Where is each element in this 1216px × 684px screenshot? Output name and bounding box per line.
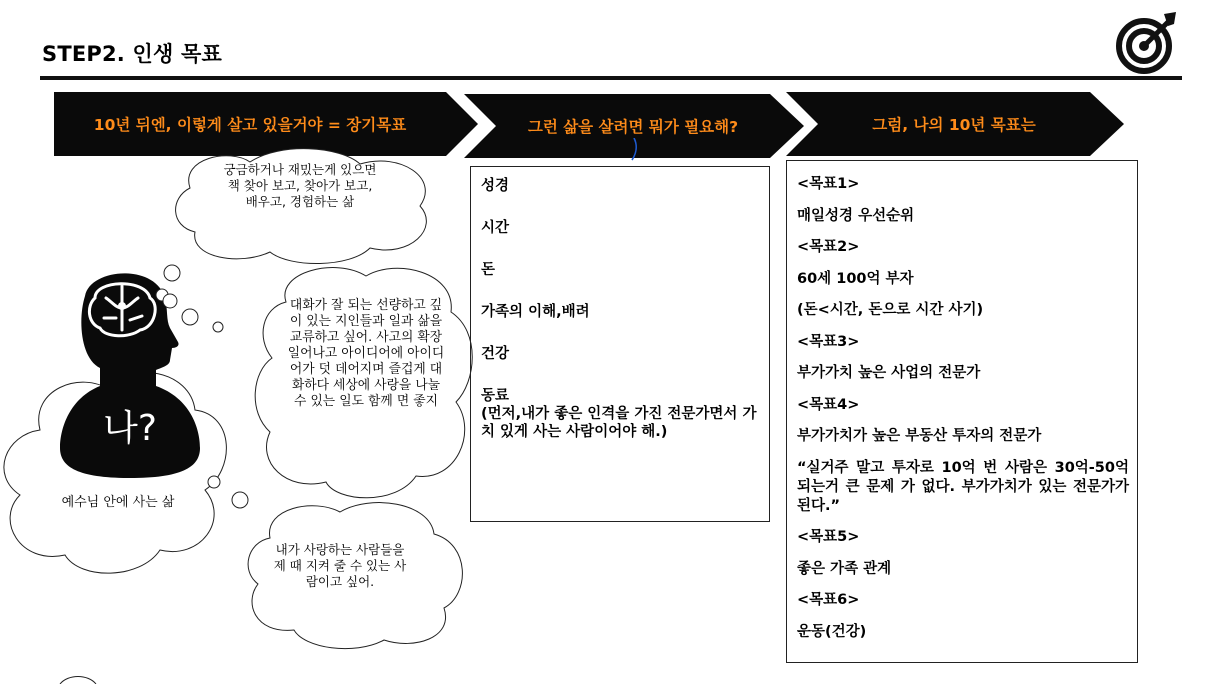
goals-panel — [786, 160, 1138, 663]
goal-heading: <목표1> — [797, 176, 860, 192]
need-item: 동료 — [481, 388, 510, 404]
need-note: (먼저,내가 좋은 인격을 가진 전문가면서 가치 있게 사는 사람이어야 해.) — [481, 406, 757, 440]
banner-what-needed-label: 그런 삶을 살려면 뭐가 필요해? — [527, 118, 739, 136]
goal-item: 부가가치가 높은 부동산 투자의 전문가 — [797, 428, 1042, 444]
banner-ten-year-goal — [786, 92, 1124, 156]
decorative-arc — [58, 674, 98, 684]
goal-heading: <목표3> — [797, 333, 860, 350]
goal-item: 60세 100억 부자 — [797, 270, 914, 287]
person-label: 나? — [103, 408, 157, 449]
page-title: STEP2. 인생 목표 — [42, 42, 222, 66]
goal-heading: <목표5> — [797, 529, 860, 545]
goal-item: 부가가치 높은 사업의 전문가 — [797, 365, 981, 381]
thought-top-text: 궁금하거나 재밌는게 있으면 책 찾아 보고, 찾아가 보고, 배우고, 경험하는 삶 — [223, 162, 377, 209]
need-item: 건강 — [481, 346, 510, 362]
goal-item: (돈<시간, 돈으로 시간 사기) — [797, 302, 984, 318]
need-item: 성경 — [481, 178, 510, 194]
title-underline — [40, 76, 1182, 80]
goal-heading: <목표2> — [797, 239, 860, 255]
goal-heading: <목표6> — [797, 592, 860, 608]
goal-item: 좋은 가족 관계 — [797, 560, 892, 577]
goal-item: 매일성경 우선순위 — [797, 207, 915, 224]
thought-left-text: 예수님 안에 사는 삶 — [61, 495, 175, 510]
goal-item: 운동(건강) — [797, 623, 867, 640]
goal-heading: <목표4> — [797, 396, 860, 413]
need-item: 시간 — [481, 220, 510, 236]
need-item: 돈 — [481, 262, 496, 278]
goal-quote: “실거주 말고 투자로 10억 번 사람은 30억-50억 되는거 큰 문제 가 없다. 부가가치가 있는 전문가가 된다.” — [797, 459, 1129, 514]
needs-panel — [470, 166, 770, 522]
target-bullseye-icon — [1114, 8, 1182, 76]
connector-curve — [626, 138, 640, 162]
banner-long-term-goal — [54, 92, 478, 156]
banner-long-term-goal-label: 10년 뒤엔, 이렇게 살고 있을거야 = 장기목표 — [93, 116, 407, 134]
thought-middle-text: 대화가 잘 되는 선량하고 깊이 있는 지인들과 일과 삶을 교류하고 싶어. 사고의 확장 일어나고 아이디어에 아이디어가 덧 데어지며 즐겁게 대화하다 세상에 사랑을 나눌 수 있는 일도 함께 면 좋지 — [287, 298, 445, 409]
thought-cloud-top — [170, 148, 440, 266]
thought-cloud-middle — [256, 262, 472, 502]
banner-ten-year-goal-label: 그럼, 나의 10년 목표는 — [872, 116, 1036, 134]
thought-bubble-dots-middle — [158, 285, 268, 335]
thought-bottom-text: 내가 사랑하는 사람들을 제 때 지켜 줄 수 있는 사람이고 싶어. — [273, 542, 407, 589]
thought-cloud-bottom — [244, 498, 470, 650]
need-item: 가족의 이해,배려 — [481, 304, 590, 320]
